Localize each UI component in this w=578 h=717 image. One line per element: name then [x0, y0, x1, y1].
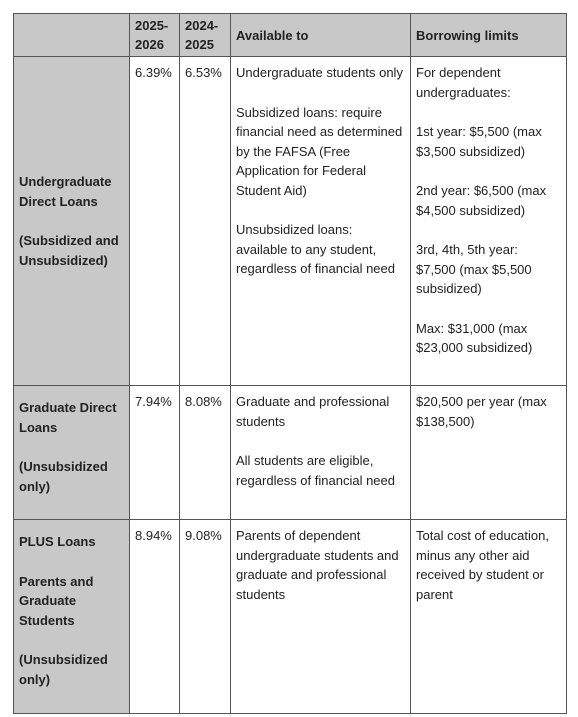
rate-2025-2026: 7.94% — [130, 386, 180, 520]
loan-comparison-table — [13, 13, 567, 714]
row-label-graduate: Graduate Direct Loans (Unsubsidized only) — [14, 386, 130, 520]
table-row — [14, 520, 567, 714]
borrowing-limits-cell: Total cost of education, minus any other aid received by student or parent — [411, 520, 567, 714]
row-label-undergraduate: Undergraduate Direct Loans (Subsidized and Unsubsidized) — [14, 57, 130, 386]
header-row — [14, 14, 567, 57]
header-borrowing-limits: Borrowing limits — [411, 14, 567, 57]
header-2025-2026: 2025-2026 — [130, 14, 180, 57]
table-row — [14, 386, 567, 520]
rate-2024-2025: 6.53% — [180, 57, 231, 386]
borrowing-limits-cell: $20,500 per year (max $138,500) — [411, 386, 567, 520]
available-to-cell: Undergraduate students only Subsidized loans: require financial need as determined by the FAFSA (Free Application for Federal Student Aid) Unsubsidized loans: available to any student, regardless of financial need — [231, 57, 411, 386]
available-to-cell: Parents of dependent undergraduate students and graduate and professional students — [231, 520, 411, 714]
table-row — [14, 57, 567, 386]
rate-2024-2025: 9.08% — [180, 520, 231, 714]
rate-2025-2026: 8.94% — [130, 520, 180, 714]
rate-2025-2026: 6.39% — [130, 57, 180, 386]
available-to-cell: Graduate and professional students All students are eligible, regardless of financial need — [231, 386, 411, 520]
rate-2024-2025: 8.08% — [180, 386, 231, 520]
row-label-plus: PLUS Loans Parents and Graduate Students (Unsubsidized only) — [14, 520, 130, 714]
header-blank — [14, 14, 130, 57]
header-available-to: Available to — [231, 14, 411, 57]
borrowing-limits-cell: For dependent undergraduates: 1st year: $5,500 (max $3,500 subsidized) 2nd year: $6,500 (max $4,500 subsidized) 3rd, 4th, 5th year: $7,500 (max $5,500 subsidized) Max: $31,000 (max $23,000 subsidized) — [411, 57, 567, 386]
header-2024-2025: 2024-2025 — [180, 14, 231, 57]
